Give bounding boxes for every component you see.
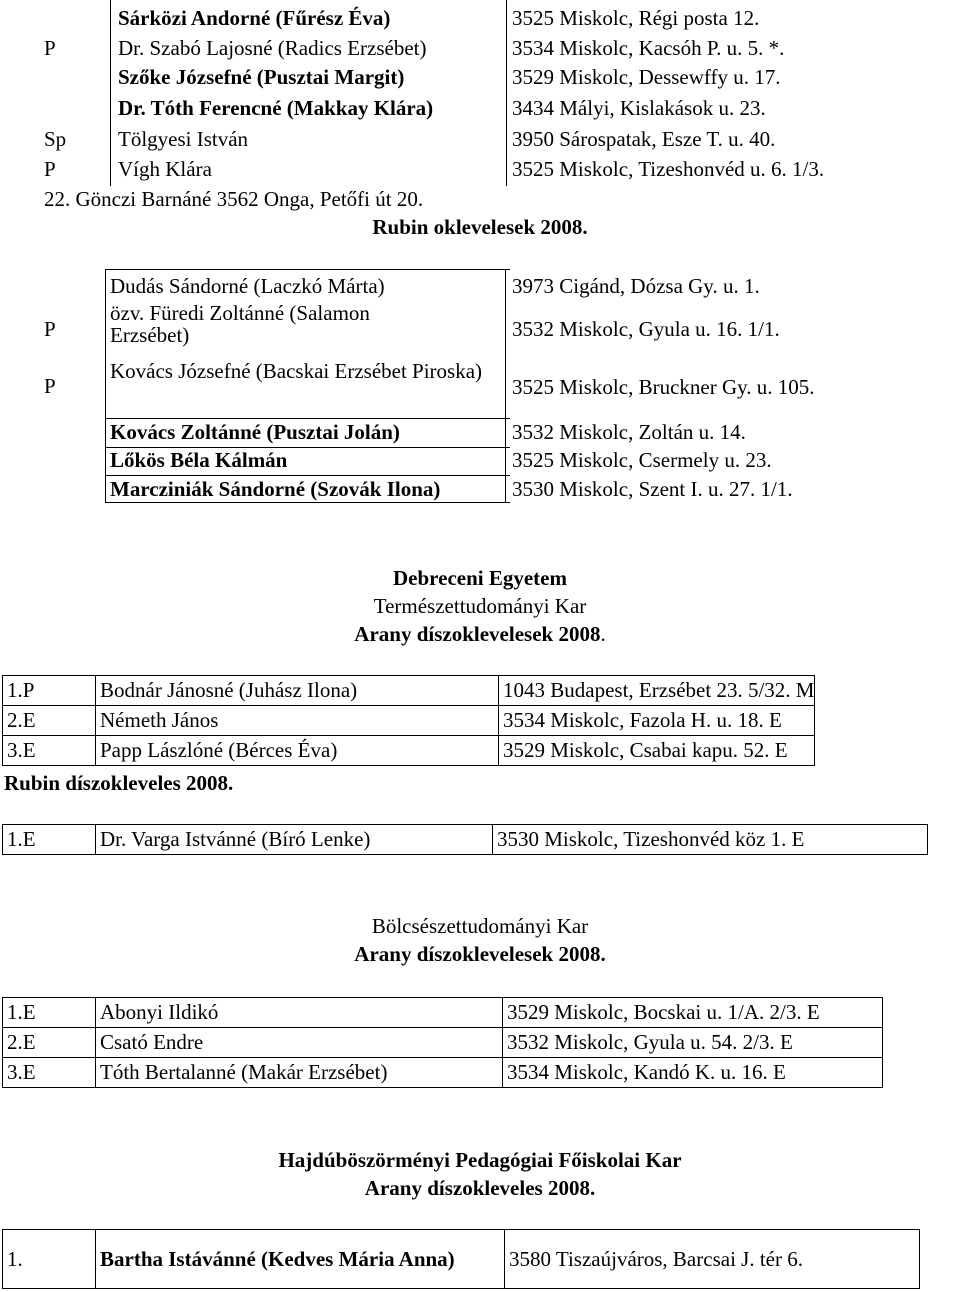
row-address: 3434 Mályi, Kislakások u. 23. bbox=[512, 96, 766, 120]
cell-address: 3532 Miskolc, Gyula u. 54. 2/3. E bbox=[503, 1028, 883, 1058]
cell-address: 3530 Miskolc, Tizeshonvéd köz 1. E bbox=[493, 825, 928, 855]
row-address: 3529 Miskolc, Dessewffy u. 17. bbox=[512, 65, 781, 89]
divider bbox=[105, 269, 106, 502]
faculty-title: Hajdúböszörményi Pedagógiai Főiskolai Kar bbox=[278, 1148, 682, 1172]
row-name: Szőke Józsefné (Pusztai Margit) bbox=[118, 65, 405, 89]
cell-no: 3.E bbox=[3, 736, 96, 766]
cell-name: Abonyi Ildikó bbox=[96, 998, 503, 1028]
divider bbox=[110, 0, 111, 186]
cell-name: Tóth Bertalanné (Makár Erzsébet) bbox=[96, 1058, 503, 1088]
table-row bbox=[3, 825, 928, 855]
cell-no: 3.E bbox=[3, 1058, 96, 1088]
cell-address: 3534 Miskolc, Fazola H. u. 18. E bbox=[499, 706, 815, 736]
faculty-title: Természettudományi Kar bbox=[373, 594, 587, 618]
cell-name: Bodnár Jánosné (Juhász Ilona) bbox=[96, 676, 499, 706]
row-address: 3973 Cigánd, Dózsa Gy. u. 1. bbox=[512, 274, 760, 298]
row-prefix: P bbox=[44, 317, 56, 341]
row-name: Tölgyesi István bbox=[118, 127, 249, 151]
row-name: Vígh Klára bbox=[118, 157, 212, 181]
row-address: 3525 Miskolc, Régi posta 12. bbox=[512, 6, 760, 30]
cell-address: 1043 Budapest, Erzsébet 23. 5/32. M bbox=[499, 676, 815, 706]
cell-no: 1.E bbox=[3, 998, 96, 1028]
row-prefix: P bbox=[44, 157, 56, 181]
row-name: Dr. Tóth Ferencné (Makkay Klára) bbox=[118, 96, 434, 120]
faculty-title: Bölcsészettudományi Kar bbox=[371, 914, 589, 938]
cell-address: 3580 Tiszaújváros, Barcsai J. tér 6. bbox=[505, 1230, 920, 1289]
cell-name: Csató Endre bbox=[96, 1028, 503, 1058]
cell-name: Németh János bbox=[96, 706, 499, 736]
row-address: 3525 Miskolc, Tizeshonvéd u. 6. 1/3. bbox=[512, 157, 825, 181]
cell-no: 1.P bbox=[3, 676, 96, 706]
row-prefix: Sp bbox=[44, 127, 67, 151]
section-title-period: . bbox=[600, 622, 606, 646]
debrecen-rubin-table bbox=[2, 824, 928, 855]
table-row bbox=[3, 706, 815, 736]
row-name: özv. Füredi Zoltánné (Salamon Erzsébet) bbox=[110, 301, 370, 347]
row-prefix: P bbox=[44, 36, 56, 60]
section-title: Rubin díszokleveles 2008. bbox=[4, 771, 234, 795]
row-prefix: P bbox=[44, 374, 56, 398]
row-address: 3532 Miskolc, Zoltán u. 14. bbox=[512, 420, 746, 444]
cell-address: 3534 Miskolc, Kandó K. u. 16. E bbox=[503, 1058, 883, 1088]
table-row bbox=[3, 998, 883, 1028]
row-address: 3525 Miskolc, Csermely u. 23. bbox=[512, 448, 772, 472]
debrecen-gold-table bbox=[2, 675, 815, 766]
table-row bbox=[3, 676, 815, 706]
row-address: 3534 Miskolc, Kacsóh P. u. 5. *. bbox=[512, 36, 785, 60]
cell-address: 3529 Miskolc, Bocskai u. 1/A. 2/3. E bbox=[503, 998, 883, 1028]
cell-address: 3529 Miskolc, Csabai kapu. 52. E bbox=[499, 736, 815, 766]
divider bbox=[105, 269, 510, 270]
table-row bbox=[3, 1230, 920, 1289]
row-name: Dudás Sándorné (Laczkó Márta) bbox=[110, 274, 385, 298]
row-name: Dr. Szabó Lajosné (Radics Erzsébet) bbox=[118, 36, 427, 60]
hajdu-table bbox=[2, 1229, 920, 1289]
cell-no: 1.E bbox=[3, 825, 96, 855]
cell-name: Bartha Istávánné (Kedves Mária Anna) bbox=[96, 1230, 505, 1289]
row-address: 3525 Miskolc, Bruckner Gy. u. 105. bbox=[512, 375, 815, 399]
divider bbox=[105, 502, 510, 503]
section-title bbox=[0, 620, 960, 648]
row-name: Kovács Zoltánné (Pusztai Jolán) bbox=[110, 420, 400, 444]
row-name: Kovács Józsefné (Bacskai Erzsébet Piroska) bbox=[110, 359, 483, 383]
cell-name: Dr. Varga Istvánné (Bíró Lenke) bbox=[96, 825, 493, 855]
section-title: Arany díszoklevelesek 2008. bbox=[354, 942, 606, 966]
cell-name: Papp Lászlóné (Bérces Éva) bbox=[96, 736, 499, 766]
cell-no: 2.E bbox=[3, 1028, 96, 1058]
table-row bbox=[3, 1058, 883, 1088]
university-title: Debreceni Egyetem bbox=[393, 566, 567, 590]
loose-line: 22. Gönczi Barnáné 3562 Onga, Petőfi út 20. bbox=[44, 187, 424, 211]
section-title: Rubin oklevelesek 2008. bbox=[372, 215, 588, 239]
table-row bbox=[3, 736, 815, 766]
row-name: Sárközi Andorné (Fűrész Éva) bbox=[118, 6, 391, 30]
cell-no: 1. bbox=[3, 1230, 96, 1289]
divider bbox=[506, 0, 507, 186]
section-title: Arany díszokleveles 2008. bbox=[364, 1176, 596, 1200]
section-title-text: Arany díszoklevelesek 2008 bbox=[354, 622, 601, 646]
row-address: 3532 Miskolc, Gyula u. 16. 1/1. bbox=[512, 317, 780, 341]
divider bbox=[505, 269, 506, 502]
row-name: Marcziniák Sándorné (Szovák Ilona) bbox=[110, 477, 441, 501]
bolcsesz-table bbox=[2, 997, 883, 1088]
table-row bbox=[3, 1028, 883, 1058]
row-name: Lőkös Béla Kálmán bbox=[110, 448, 288, 472]
cell-no: 2.E bbox=[3, 706, 96, 736]
row-address: 3950 Sárospatak, Esze T. u. 40. bbox=[512, 127, 776, 151]
row-address: 3530 Miskolc, Szent I. u. 27. 1/1. bbox=[512, 477, 793, 501]
